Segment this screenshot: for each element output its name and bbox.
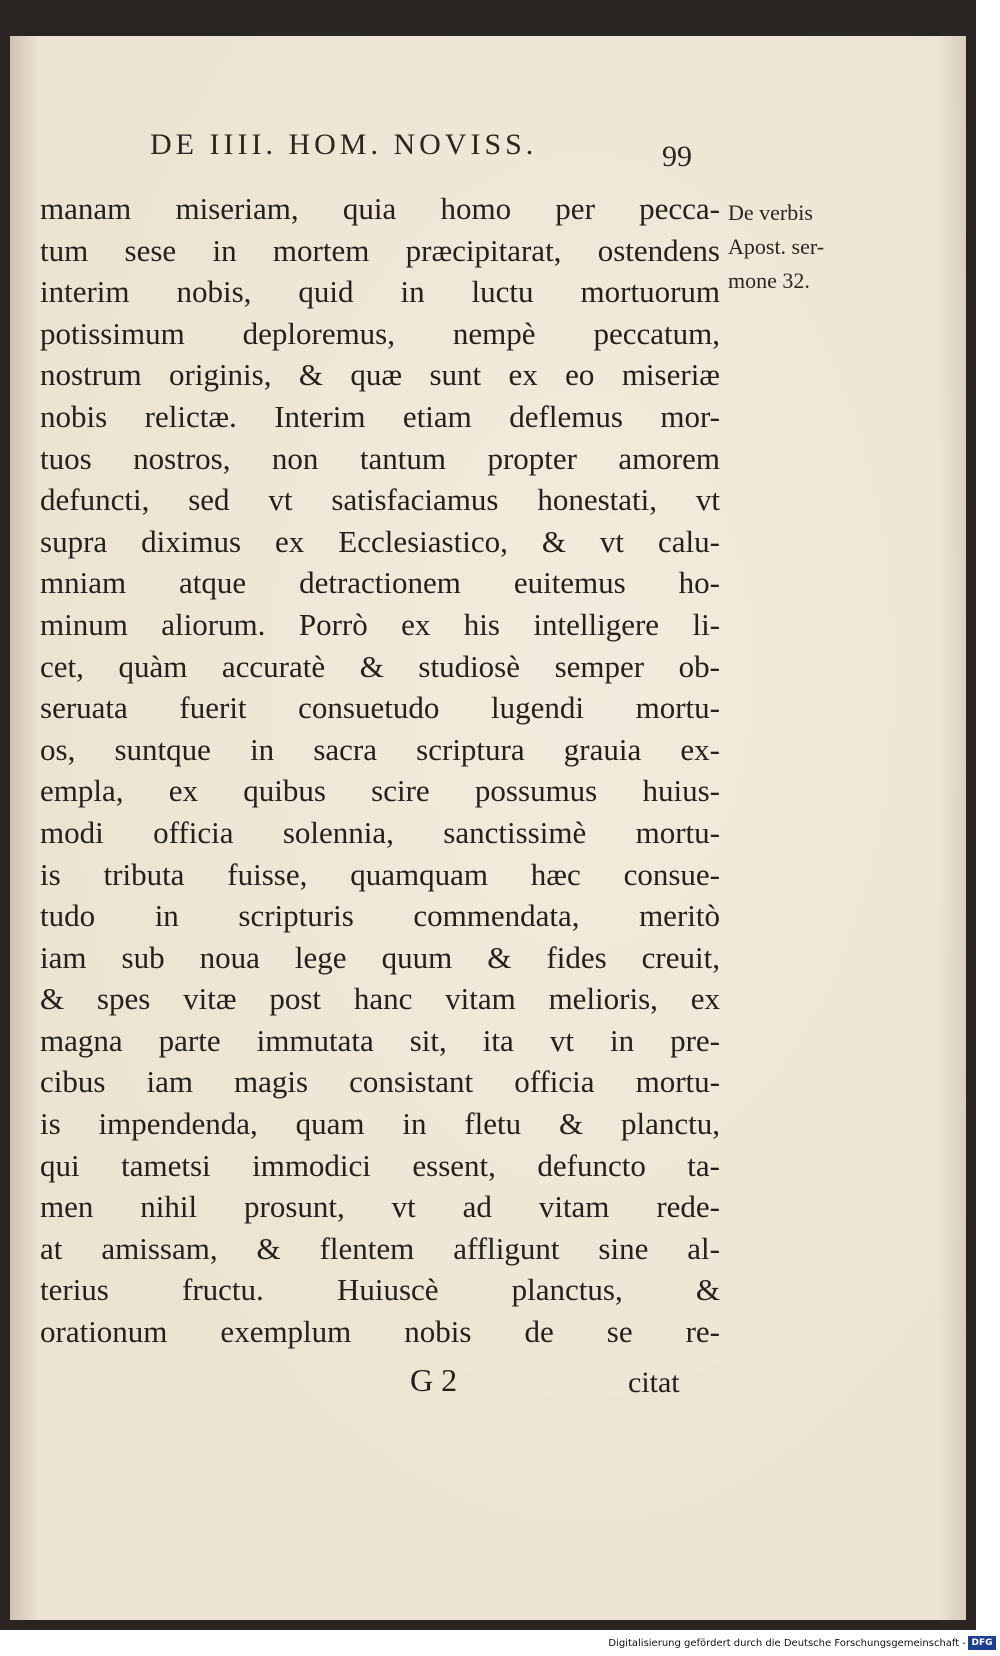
text-line: defuncti, sed vt satisfaciamus honestati, vt xyxy=(40,482,720,518)
text-line: terius fructu. Huiuscè planctus, & xyxy=(40,1272,720,1308)
text-line: empla, ex quibus scire possumus huius- xyxy=(40,773,720,809)
body-text xyxy=(40,188,720,1353)
page-number: 99 xyxy=(662,140,692,173)
text-line: is tributa fuisse, quamquam hæc consue- xyxy=(40,856,720,892)
signature-mark: G 2 xyxy=(410,1362,458,1398)
margin-note-line: Apost. ser- xyxy=(728,234,825,259)
text-line: interim nobis, quid in luctu mortuorum xyxy=(40,274,720,310)
text-line: iam sub noua lege quum & fides creuit, xyxy=(40,939,720,975)
text-line: mniam atque detractionem euitemus ho- xyxy=(40,565,720,601)
catchword: citat xyxy=(628,1366,680,1399)
text-line: manam miseriam, quia homo per pecca- xyxy=(40,191,720,226)
dfg-logo: DFG xyxy=(968,1636,996,1650)
margin-note-line: mone 32. xyxy=(728,268,810,293)
text-line: magna parte immutata sit, ita vt in pre- xyxy=(40,1022,720,1058)
running-head: DE IIII. HOM. NOVISS. xyxy=(150,128,538,161)
margin-note xyxy=(728,196,878,298)
text-line: minum aliorum. Porrò ex his intelligere li- xyxy=(40,606,720,642)
margin-note-line: De verbis xyxy=(728,200,813,225)
text-line: cet, quàm accuratè & studiosè semper ob- xyxy=(40,648,720,684)
text-line: & spes vitæ post hanc vitam melioris, ex xyxy=(40,981,720,1017)
text-line: qui tametsi immodici essent, defuncto ta- xyxy=(40,1147,720,1183)
text-line: os, suntque in sacra scriptura grauia ex- xyxy=(40,731,720,767)
text-line: is impendenda, quam in fletu & planctu, xyxy=(40,1106,720,1142)
text-line: tuos nostros, non tantum propter amorem xyxy=(40,440,720,476)
text-line: at amissam, & flentem affligunt sine al- xyxy=(40,1230,720,1266)
text-line: men nihil prosunt, vt ad vitam rede- xyxy=(40,1189,720,1225)
text-line: supra diximus ex Ecclesiastico, & vt calu- xyxy=(40,523,720,559)
text-line: cibus iam magis consistant officia mortu- xyxy=(40,1064,720,1100)
footer-credit: Digitalisierung gefördert durch die Deutsche Forschungsgemeinschaft - xyxy=(608,1638,966,1649)
text-line: seruata fuerit consuetudo lugendi mortu- xyxy=(40,690,720,726)
text-line: nobis relictæ. Interim etiam deflemus mor- xyxy=(40,398,720,434)
text-line: potissimum deploremus, nempè peccatum, xyxy=(40,315,720,351)
text-line: tum sese in mortem præcipitarat, ostendens xyxy=(40,232,720,268)
text-line: orationum exemplum nobis de se re- xyxy=(40,1314,720,1350)
text-line: modi officia solennia, sanctissimè mortu- xyxy=(40,814,720,850)
text-line: tudo in scripturis commendata, meritò xyxy=(40,898,720,934)
text-line: nostrum originis, & quæ sunt ex eo miseriæ xyxy=(40,357,720,393)
